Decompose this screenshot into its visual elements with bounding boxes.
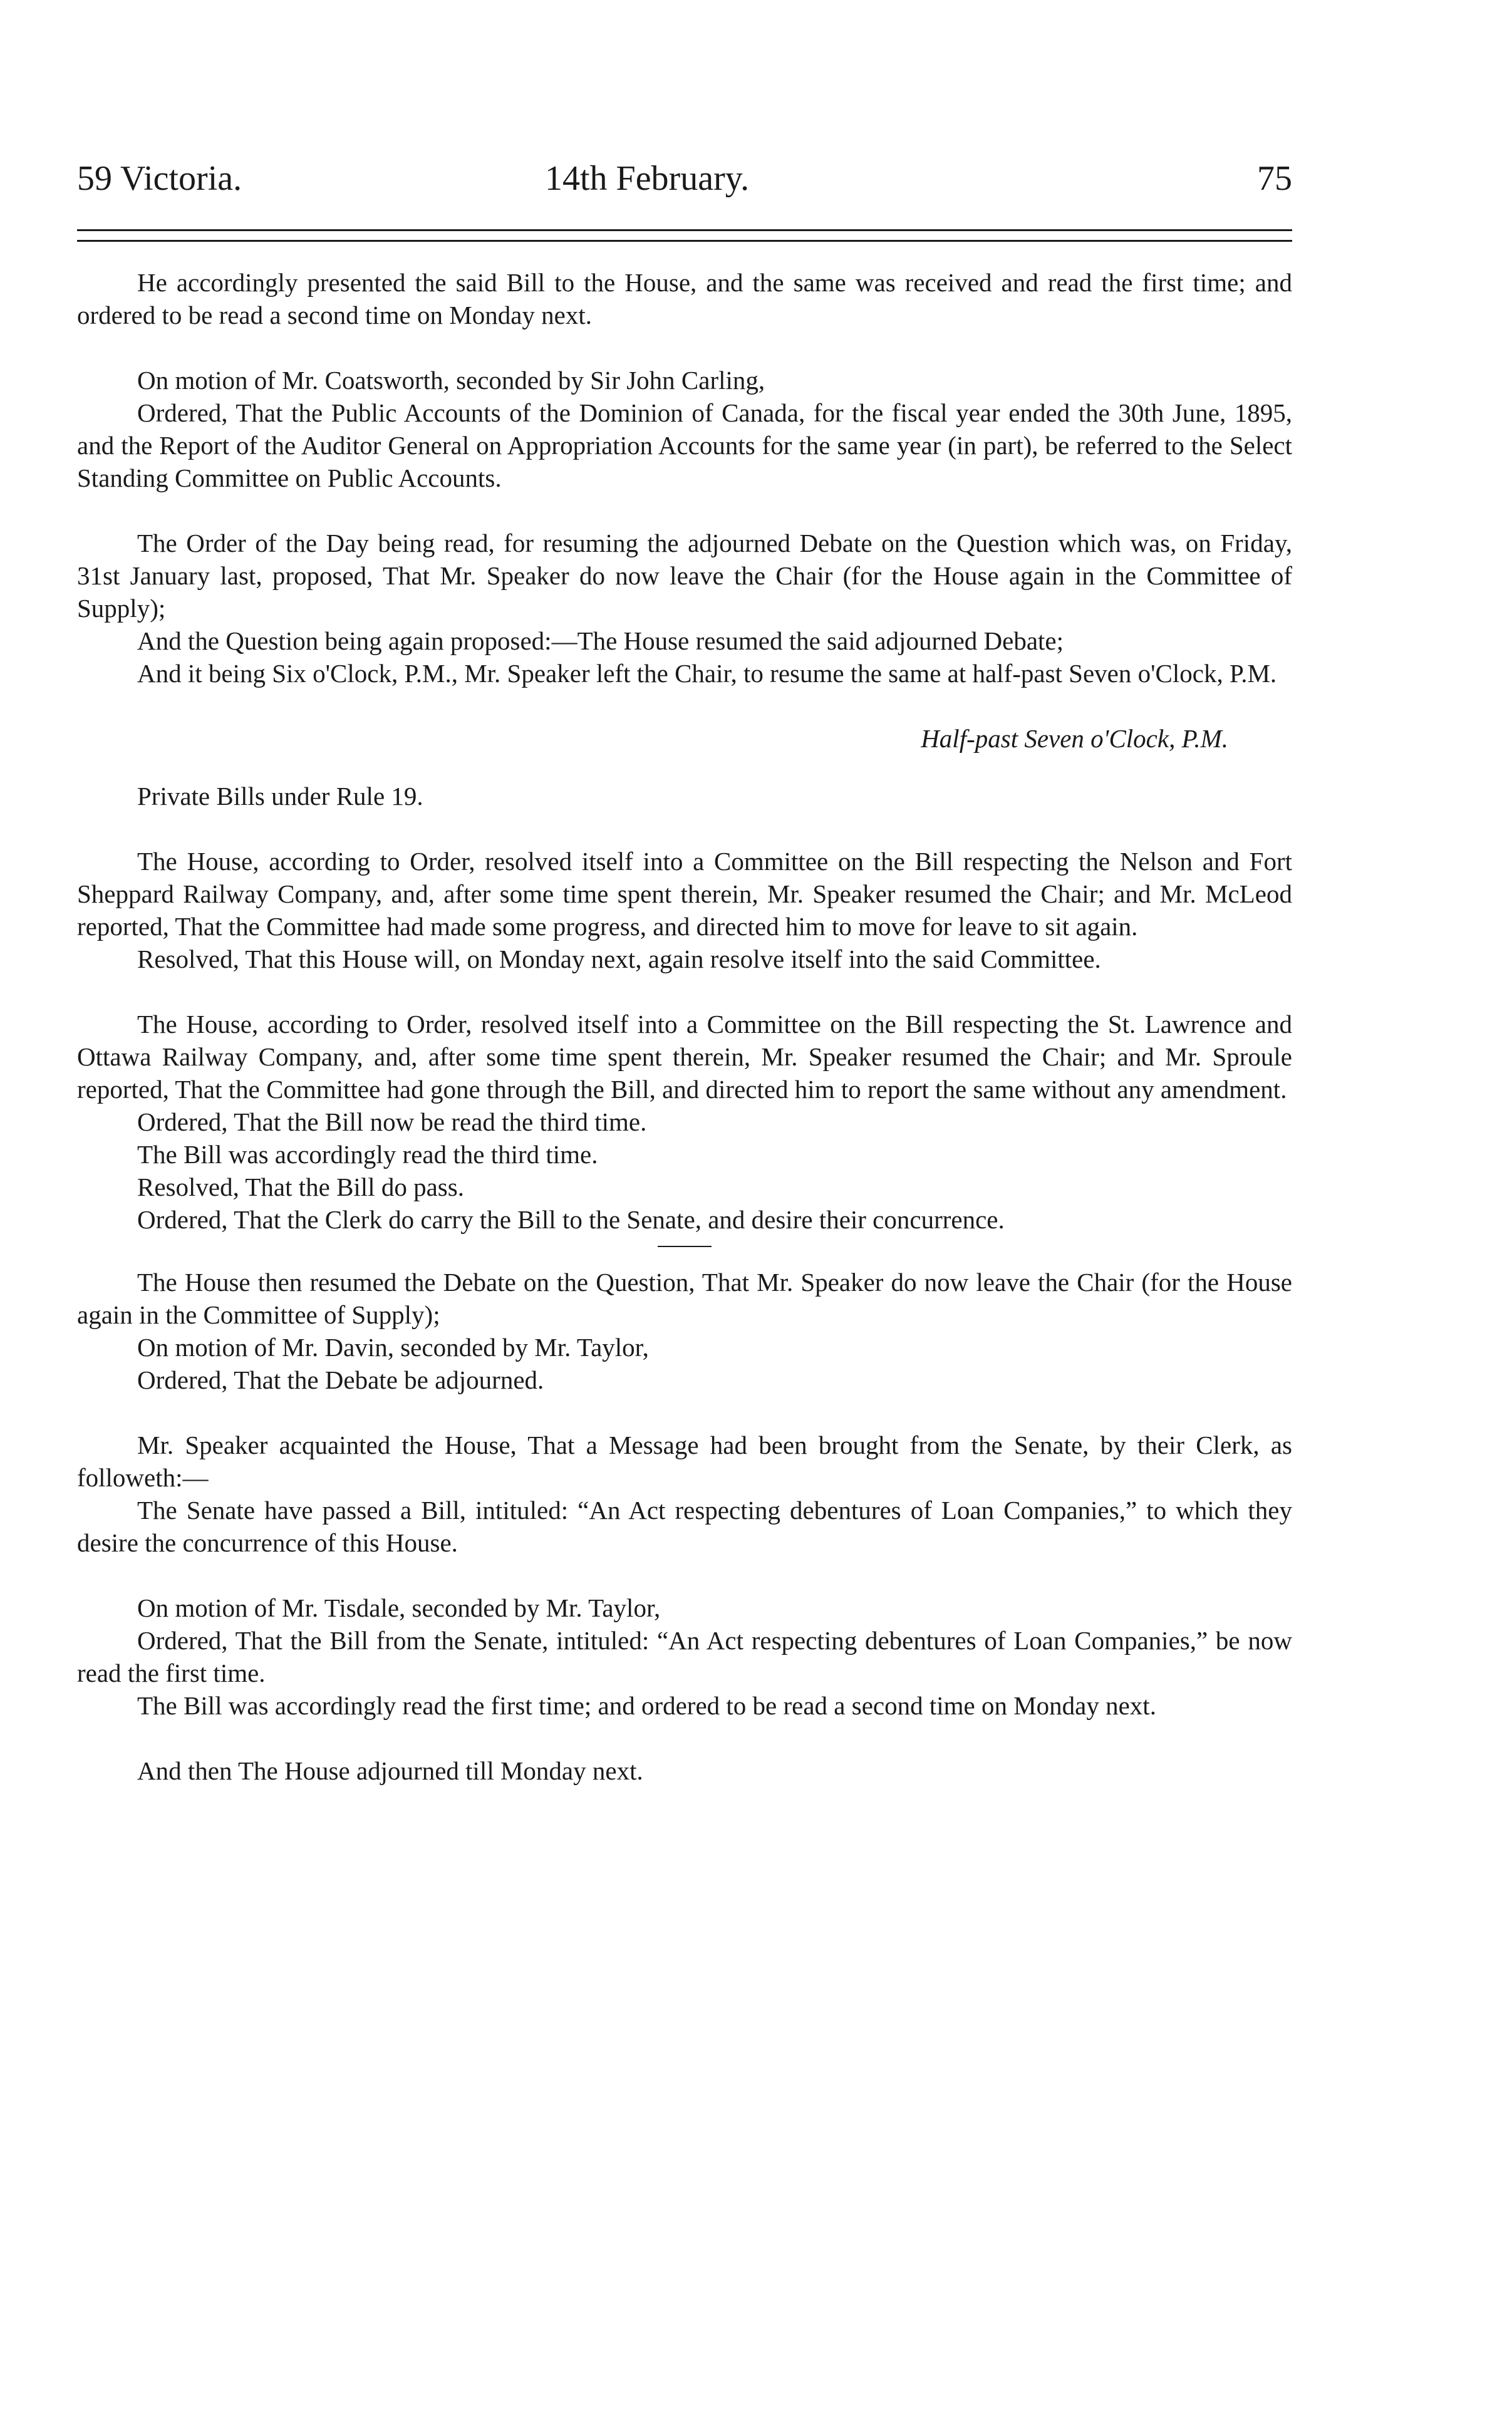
page-body: [77, 266, 1292, 1787]
paragraph: The House, according to Order, resolved itself into a Committee on the Bill respecting the Nelson and Fort Sheppard Railway Company, and, after some time spent therein, Mr. Speaker resumed the Chair; and Mr. McLeod reported, That the Committee had made some progress, and directed him to move for leave to sit again.: [77, 847, 1292, 941]
paragraph: On motion of Mr. Tisdale, seconded by Mr. Taylor,: [137, 1593, 661, 1622]
page-number: 75: [1257, 159, 1292, 198]
header-date: 14th February.: [545, 159, 750, 198]
paragraph: Ordered, That the Bill now be read the third time.: [137, 1107, 647, 1136]
paragraph: Mr. Speaker acquainted the House, That a Message had been brought from the Senate, by their Clerk, as followeth:—: [77, 1431, 1292, 1492]
paragraph: Resolved, That this House will, on Monday next, again resolve itself into the said Committee.: [137, 945, 1101, 973]
paragraph: On motion of Mr. Coatsworth, seconded by Sir John Carling,: [137, 366, 765, 395]
paragraph: And the Question being again proposed:—The House resumed the said adjourned Debate;: [137, 626, 1064, 655]
closing-line: And then The House adjourned till Monday next.: [137, 1756, 643, 1785]
paragraph: Ordered, That the Bill from the Senate, intituled: “An Act respecting debentures of Loan Companies,” be now read the first time.: [77, 1626, 1292, 1687]
paragraph: Ordered, That the Public Accounts of the Dominion of Canada, for the fiscal year ended the 30th June, 1895, and the Report of the Auditor General on Appropriation Accounts for the same year (in part), be referred to the Select Standing Committee on Public Accounts.: [77, 398, 1292, 492]
paragraph: The Senate have passed a Bill, intituled: “An Act respecting debentures of Loan Companies,” to which they desire the concurrence of this House.: [77, 1496, 1292, 1557]
section-subhead: Private Bills under Rule 19.: [137, 782, 423, 811]
paragraph: On motion of Mr. Davin, seconded by Mr. Taylor,: [137, 1333, 649, 1362]
paragraph: The Bill was accordingly read the first time; and ordered to be read a second time on Monday next.: [137, 1691, 1156, 1720]
paragraph: And it being Six o'Clock, P.M., Mr. Speaker left the Chair, to resume the same at half-past Seven o'Clock, P.M.: [137, 659, 1277, 688]
header-rule-bottom: [77, 240, 1292, 242]
paragraph: He accordingly presented the said Bill to the House, and the same was received and read the first time; and ordered to be read a second time on Monday next.: [77, 268, 1292, 329]
page-header: [77, 157, 1292, 200]
header-rule-top: [77, 229, 1292, 231]
paragraph: Resolved, That the Bill do pass.: [137, 1173, 464, 1201]
paragraph: The Order of the Day being read, for resuming the adjourned Debate on the Question which was, on Friday, 31st January last, proposed, That Mr. Speaker do now leave the Chair (for the House again in the Committee of Supply);: [77, 529, 1292, 623]
paragraph: The House then resumed the Debate on the Question, That Mr. Speaker do now leave the Chair (for the House again in the Committee of Supply);: [77, 1268, 1292, 1329]
paragraph: The Bill was accordingly read the third time.: [137, 1140, 598, 1169]
header-regnal-year: 59 Victoria.: [77, 159, 242, 198]
paragraph: Ordered, That the Debate be adjourned.: [137, 1365, 544, 1394]
time-signoff: Half-past Seven o'Clock, P.M.: [921, 724, 1228, 753]
paragraph: The House, according to Order, resolved itself into a Committee on the Bill respecting the St. Lawrence and Ottawa Railway Company, and, after some time spent therein, Mr. Speaker resumed the Chair; and Mr. Sproule reported, That the Committee had gone through the Bill, and directed him to report the same without any amendment.: [77, 1010, 1292, 1104]
section-separator: [658, 1246, 712, 1247]
paragraph: Ordered, That the Clerk do carry the Bill to the Senate, and desire their concurrence.: [137, 1205, 1005, 1234]
